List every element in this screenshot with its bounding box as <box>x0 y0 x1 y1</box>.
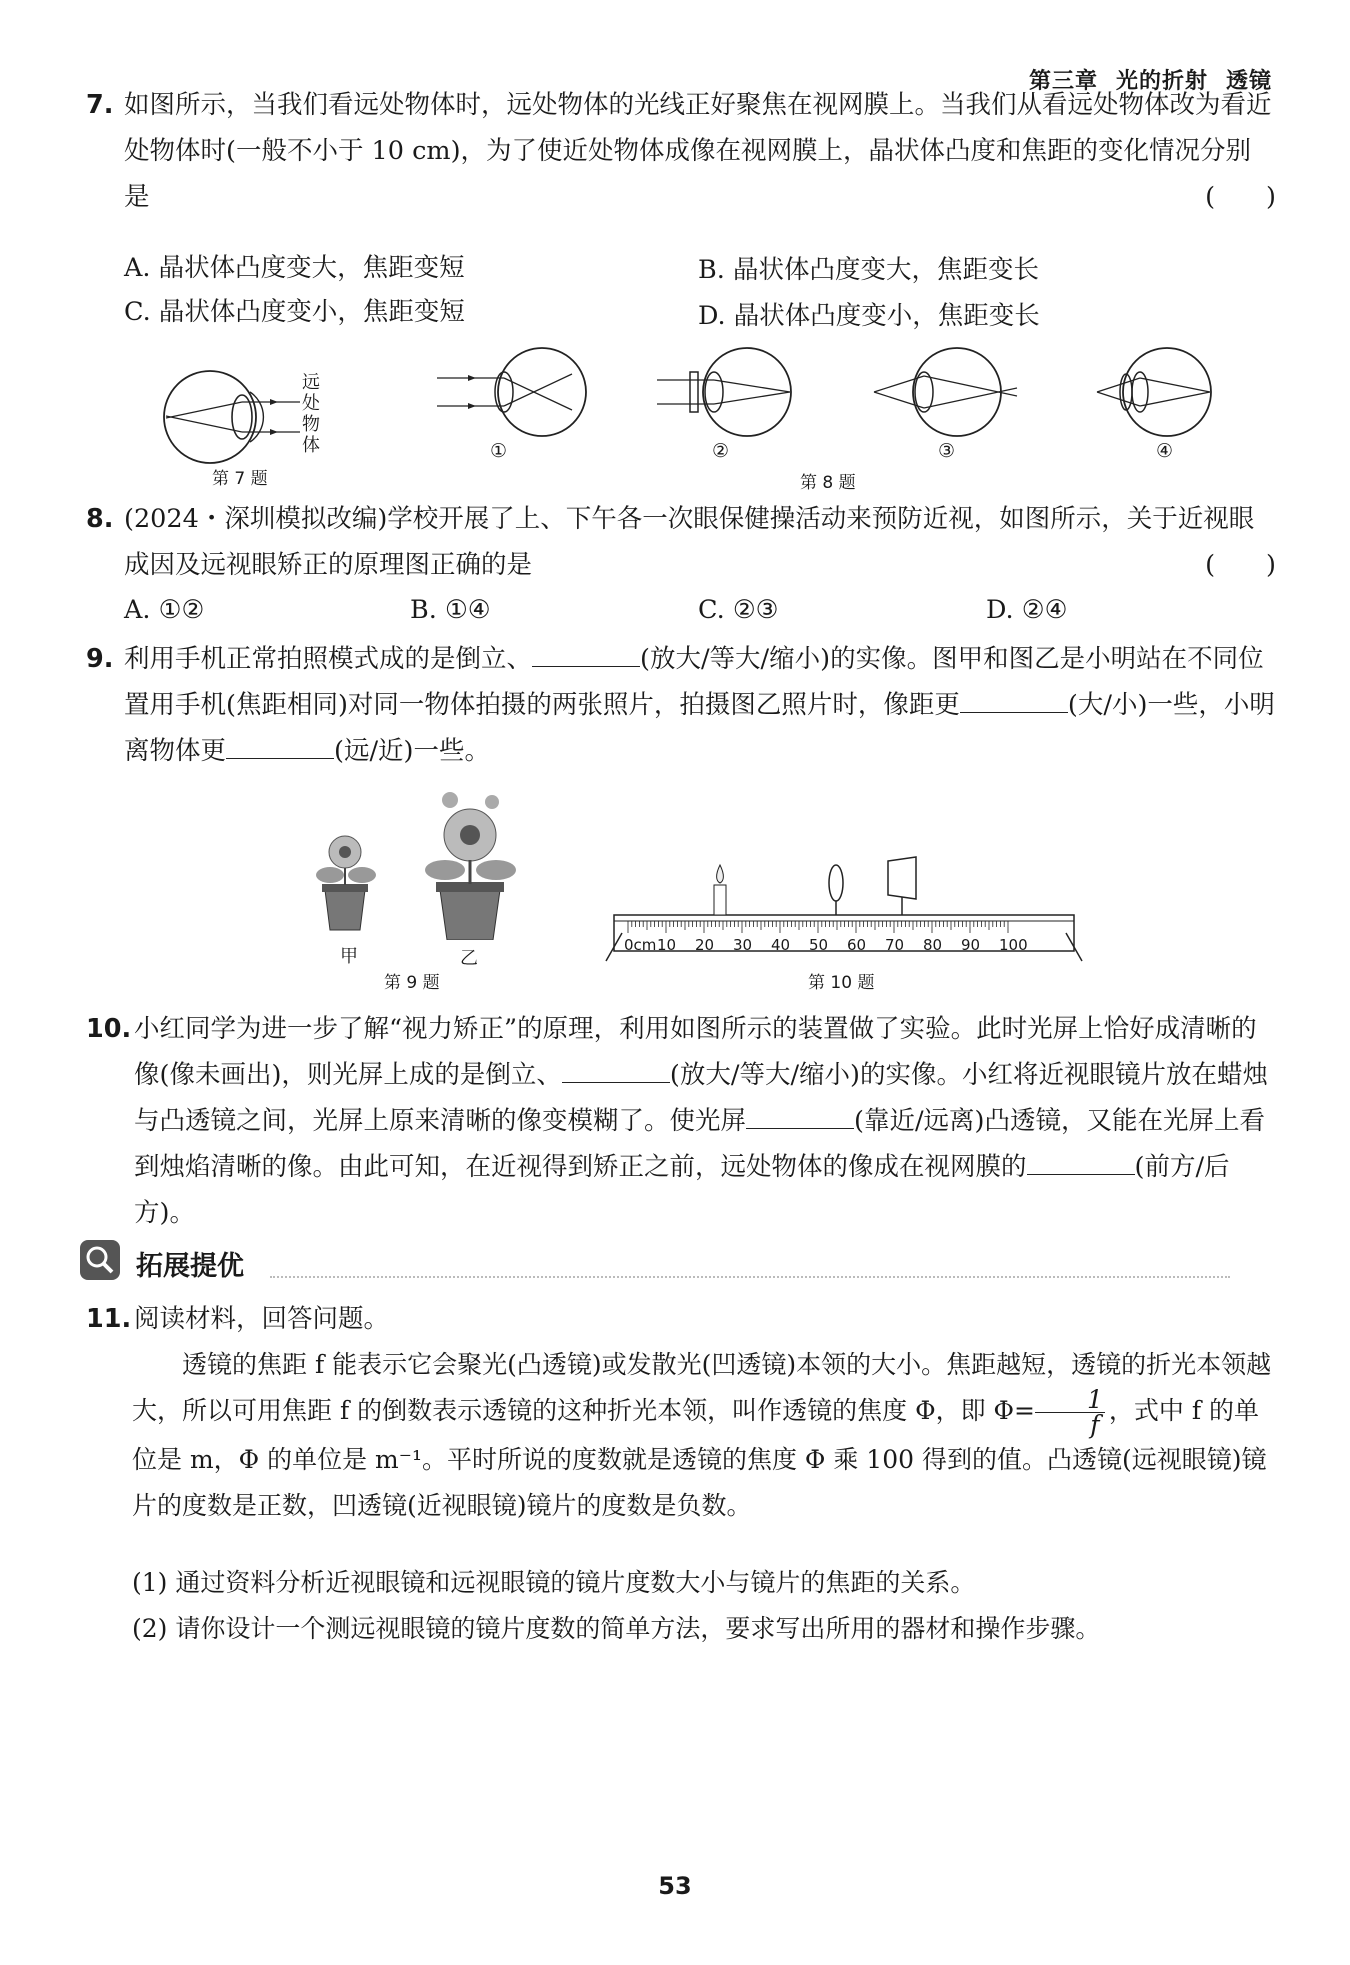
figure-caption-8: 第 8 题 <box>800 473 856 493</box>
question-text: (2024・深圳模拟改编)学校开展了上、下午各一次眼保健操活动来预防近视，如图所示，关于近视眼成因及远视眼矫正的原理图正确的是 <box>124 504 1255 580</box>
chapter-label: 第三章 <box>1028 69 1098 94</box>
material-part-1: 透镜的焦距 f 能表示它会聚光(凸透镜)或发散光(凹透镜)本领的大小。焦距越短，透镜的折光本领越大，所以可用焦距 f 的倒数表示透镜的这种折光本领，叫作透镜的焦度 Φ，即 Φ= <box>132 1350 1272 1425</box>
question-number: 7. <box>86 90 114 120</box>
ruler-tick-label: 80 <box>923 936 943 954</box>
ruler-tick-label: 10 <box>657 936 677 954</box>
option-c: C. 晶状体凸度变小，焦距变短 <box>124 297 465 327</box>
eye-diagrams-fig8 <box>432 344 1252 444</box>
ruler-tick-label: 90 <box>961 936 981 954</box>
question-text: 阅读材料，回答问题。 <box>134 1304 390 1334</box>
question-8 <box>86 496 1276 588</box>
diagram-1 <box>437 348 586 436</box>
photo-label-jia: 甲 <box>340 946 358 967</box>
option-a: A. ①② <box>124 595 205 625</box>
magnifier-icon <box>80 1240 120 1280</box>
reading-material <box>132 1342 1272 1529</box>
option-b: B. ①④ <box>410 595 491 625</box>
candle <box>714 865 726 915</box>
answer-blank[interactable] <box>1027 1150 1135 1175</box>
option-a: A. 晶状体凸度变大，焦距变短 <box>124 253 465 283</box>
question-10 <box>86 1006 1276 1236</box>
photo-label-yi: 乙 <box>460 948 478 969</box>
marker-2: ② <box>712 440 730 462</box>
sub-question-1: (1) 通过资料分析近视眼镜和远视眼镜的镜片度数大小与镜片的焦距的关系。 <box>132 1568 976 1597</box>
text-part: 小红同学为进一步了解“视力矫正”的原理，利用如图所示的装置做了实验。此时光屏上恰好成清晰的像(像未画出)，则光屏上成的是倒立、 <box>134 1014 1257 1090</box>
text-part: (靠近/远离)凸透镜，又能在光屏上看到烛焰清晰的像。由此可知，在近视得到矫正之前，远处物体的像成在视网膜的 <box>134 1106 1266 1182</box>
marker-3: ③ <box>938 440 956 462</box>
text-part: (远/近)一些。 <box>334 736 491 766</box>
diagram-2 <box>657 348 791 436</box>
ruler-tick-label: 50 <box>809 936 829 954</box>
ruler-tick-label: 40 <box>771 936 791 954</box>
diagram-3 <box>874 348 1017 436</box>
material-part-2: ，式中 f 的单位是 m，Φ 的单位是 m⁻¹。平时所说的度数就是透镜的焦度 Φ 乘 100 得到的值。凸透镜(远视眼镜)镜片的度数是正数，凹透镜(近视眼镜)镜片的度数是负数。 <box>132 1396 1267 1520</box>
section-title: 拓展提优 <box>136 1251 244 1282</box>
option-b: B. 晶状体凸度变大，焦距变长 <box>698 255 1039 285</box>
option-c: C. ②③ <box>698 595 779 625</box>
chapter-subtitle: 透镜 <box>1225 69 1272 94</box>
chapter-title: 光的折射 <box>1115 69 1208 94</box>
marker-4: ④ <box>1156 440 1174 462</box>
answer-paren: ( ) <box>1205 550 1276 580</box>
ruler-tick-label: 60 <box>847 936 867 954</box>
ruler-tick-label: 20 <box>695 936 715 954</box>
question-number: 10. <box>86 1014 132 1044</box>
text-part: (大/小)一些，小明离物体更 <box>124 690 1275 766</box>
section-header <box>80 1240 1270 1286</box>
text-part: (前方/后方)。 <box>134 1152 1230 1228</box>
sub-question-2: (2) 请你设计一个测远视眼镜的镜片度数的简单方法，要求写出所用的器材和操作步骤。 <box>132 1614 1101 1643</box>
option-d: D. 晶状体凸度变小，焦距变长 <box>698 301 1040 331</box>
figure-caption-7: 第 7 题 <box>212 469 268 489</box>
far-object-label: 远处物体 <box>302 372 320 456</box>
answer-blank[interactable] <box>226 734 334 759</box>
ruler-tick-label: 70 <box>885 936 905 954</box>
ruler-tick-label: 0cm <box>624 936 657 954</box>
ruler-ticks <box>628 921 1008 933</box>
convex-lens <box>829 865 843 915</box>
diagram-4 <box>1097 348 1211 436</box>
question-11 <box>86 1296 1276 1342</box>
page-number: 53 <box>658 1872 692 1900</box>
option-d: D. ②④ <box>986 595 1068 625</box>
answer-blank[interactable] <box>532 642 640 667</box>
question-7 <box>86 82 1276 220</box>
answer-blank[interactable] <box>746 1104 854 1129</box>
figure-caption-10: 第 10 题 <box>808 973 875 993</box>
question-number: 9. <box>86 644 114 674</box>
question-number: 11. <box>86 1304 132 1334</box>
answer-paren: ( ) <box>1205 182 1276 212</box>
answer-blank[interactable] <box>562 1058 670 1083</box>
question-number: 8. <box>86 504 114 534</box>
text-part: (放大/等大/缩小)的实像。图甲和图乙是小明站在不同位置用手机(焦距相同)对同一物体拍摄的两张照片，拍摄图乙照片时，像距更 <box>124 644 1264 720</box>
question-9 <box>86 636 1276 774</box>
flower-small <box>316 836 376 930</box>
answer-blank[interactable] <box>960 688 1068 713</box>
text-part: (放大/等大/缩小)的实像。小红将近视眼镜片放在蜡烛与凸透镜之间，光屏上原来清晰的像变模糊了。使光屏 <box>134 1060 1268 1136</box>
section-divider <box>270 1276 1230 1278</box>
question-text: 如图所示，当我们看远处物体时，远处物体的光线正好聚焦在视网膜上。当我们从看远处物体改为看近处物体时(一般不小于 10 cm)，为了使近处物体成像在视网膜上，晶状体凸度和焦距的变化情况分别是 <box>124 90 1272 212</box>
fraction: $\frac{1}{f}$ <box>1035 1388 1105 1437</box>
text-part: 利用手机正常拍照模式成的是倒立、 <box>124 644 533 674</box>
flower-photos-fig9 <box>300 780 530 940</box>
flower-large <box>425 792 516 940</box>
ruler-tick-label: 100 <box>999 936 1028 954</box>
ruler-tick-label: 30 <box>733 936 753 954</box>
marker-1: ① <box>490 440 508 462</box>
figure-caption-9: 第 9 题 <box>384 973 440 993</box>
light-screen <box>888 857 916 915</box>
